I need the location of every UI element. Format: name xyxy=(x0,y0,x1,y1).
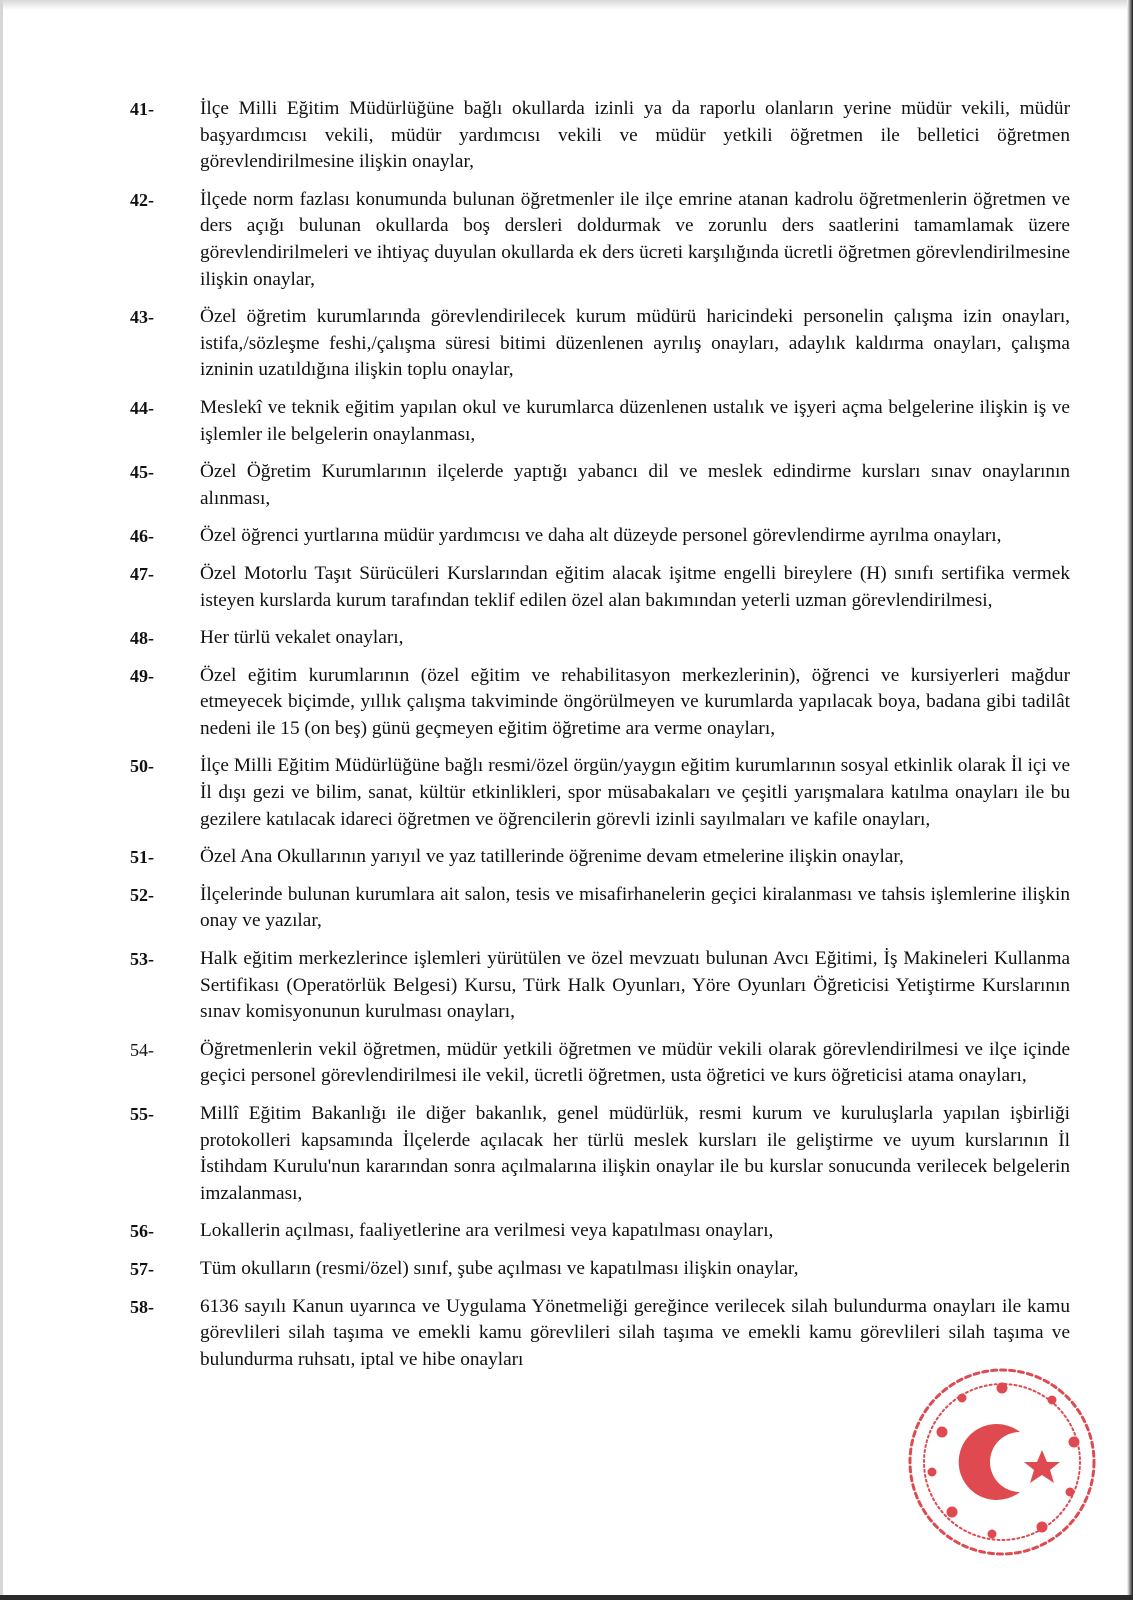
item-text: Özel eğitim kurumlarının (özel eğitim ve rehabilitasyon merkezlerinin), öğrenci ve kursiyerleri mağdur etmeyecek biçimde, yıllık çalışma takviminde öngörülmeyen ve kurumlarda yapılacak boya, badana gibi tadilât nedeni ile 15 (on beş) günü geçmeyen eğitim öğretime ara verme onayları, xyxy=(200,664,1070,739)
item-text: Meslekî ve teknik eğitim yapılan okul ve kurumlarca düzenlenen ustalık ve işyeri açma belgelerine ilişkin iş ve işlemler ile belgelerin onaylanması, xyxy=(200,396,1070,445)
item-number: 41- xyxy=(130,99,154,119)
list-item xyxy=(130,1037,1070,1090)
item-text: Özel Motorlu Taşıt Sürücüleri Kurslarından eğitim alacak işitme engelli bireylere (H) sınıfı sertifika vermek isteyen kurslarda kurum tarafından teklif edilen özel alan bakımından yeterli uzman görevlendirilmesi, xyxy=(200,562,1070,611)
list-item xyxy=(130,753,1070,833)
item-text: İlçelerinde bulunan kurumlara ait salon, tesis ve misafirhanelerin geçici kiralanması ve tahsis işlemlerine ilişkin onay ve yazılar, xyxy=(200,883,1070,932)
item-number: 47- xyxy=(130,563,154,584)
item-number: 46- xyxy=(130,526,154,547)
item-text: Özel Ana Okullarının yarıyıl ve yaz tatillerinde öğrenime devam etmelerine ilişkin onaylar, xyxy=(200,846,904,868)
item-number: 45- xyxy=(130,462,154,483)
item-text: İlçede norm fazlası konumunda bulunan öğretmenler ile ilçe emrine atanan kadrolu öğretmenlerin öğretmen ve ders açığı bulunan okullarda boş dersleri doldurmak ve zorunlu ders saatlerini tamamlamak üzere görevlendirilmeleri ve ihtiyaç duyulan okullarda ek ders ücreti karşılığında ücretli öğretmen görevlendirilmesine ilişkin onaylar, xyxy=(200,188,1070,290)
official-seal-icon xyxy=(902,1362,1102,1562)
item-text: Özel öğretim kurumlarında görevlendirilecek kurum müdürü haricindeki personelin çalışma izin onayları, istifa,/sözleşme feshi,/çalışma süresi bitimi düzenlenen ayrılış onayları, adaylık kaldırma onayları, çalışma izninin uzatıldığına ilişkin toplu onaylar, xyxy=(200,306,1070,381)
item-text: Lokallerin açılması, faaliyetlerine ara verilmesi veya kapatılması onayları, xyxy=(200,1220,774,1242)
item-number: 53- xyxy=(130,949,154,970)
item-text: Öğretmenlerin vekil öğretmen, müdür yetkili öğretmen ve müdür vekili olarak görevlendirilmesi ve ilçe içinde geçici personel görevlendirilmesi ile vekil, ücretli öğretmen, usta öğretici ve kurs öğreticisi atama onayları, xyxy=(200,1038,1070,1087)
list-item xyxy=(130,561,1070,614)
list-item xyxy=(130,1101,1070,1207)
item-text: Her türlü vekalet onayları, xyxy=(200,627,404,649)
list-item xyxy=(130,844,1070,871)
list-item xyxy=(130,459,1070,512)
scan-edge-top xyxy=(0,0,1133,10)
list-item xyxy=(130,96,1070,176)
item-number: 58- xyxy=(130,1296,154,1317)
list-item xyxy=(130,1256,1070,1283)
item-number: 42- xyxy=(130,189,154,210)
item-number: 57- xyxy=(130,1258,154,1279)
scan-edge-left xyxy=(0,0,3,1600)
item-text: İlçe Milli Eğitim Müdürlüğüne bağlı okullarda izinli ya da raporlu olanların yerine müdür vekili, müdür başyardımcısı vekili, müdür yardımcısı vekili ve müdür yetkili öğretmen ile belletici öğretmen görevlendirilmesine ilişkin onaylar, xyxy=(200,98,1070,173)
list-item xyxy=(130,1218,1070,1245)
item-text: Tüm okulların (resmi/özel) sınıf, şube açılması ve kapatılması ilişkin onaylar, xyxy=(200,1257,799,1279)
list-item xyxy=(130,663,1070,743)
authority-list xyxy=(130,96,1070,1384)
item-text: İlçe Milli Eğitim Müdürlüğüne bağlı resmi/özel örgün/yaygın eğitim kurumlarının sosyal etkinlik olarak İl içi ve İl dışı gezi ve bilim, sanat, kültür etkinlikleri, spor müsabakaları ve çeşitli yarışmalara katılma onayları ile bu gezilere katılacak idareci öğretmen ve öğrencilerin görevli izinli sayılmaları ve kafile onayları, xyxy=(200,755,1070,830)
list-item xyxy=(130,523,1070,550)
scan-edge-bottom xyxy=(0,1595,1133,1600)
list-item xyxy=(130,304,1070,384)
item-number: 49- xyxy=(130,665,154,686)
list-item xyxy=(130,625,1070,652)
item-number: 50- xyxy=(130,756,154,777)
item-text: Özel öğrenci yurtlarına müdür yardımcısı ve daha alt düzeyde personel görevlendirme ayrılma onayları, xyxy=(200,525,1002,547)
item-text: Millî Eğitim Bakanlığı ile diğer bakanlık, genel müdürlük, resmi kurum ve kuruluşlarla yapılan işbirliği protokolleri kapsamında İlçelerde açılacak her türlü meslek kursları ile geliştirme ve uyum kurslarının İl İstihdam Kurulu'nun kararından sonra açılmalarına ilişkin onaylar ile bu kurslar sonucunda verilecek belgelerin imzalanması, xyxy=(200,1103,1070,1204)
list-item xyxy=(130,395,1070,448)
item-text: 6136 sayılı Kanun uyarınca ve Uygulama Yönetmeliği gereğince verilecek silah bulundurma onayları ile kamu görevlileri silah taşıma ve emekli kamu görevlileri silah taşıma ve emekli kamu görevlileri silah taşıma ve bulundurma ruhsatı, iptal ve hibe onayları xyxy=(200,1295,1070,1370)
item-number: 44- xyxy=(130,397,154,418)
item-number: 48- xyxy=(130,628,154,649)
list-item xyxy=(130,1294,1070,1374)
item-number: 43- xyxy=(130,307,154,328)
item-text: Özel Öğretim Kurumlarının ilçelerde yaptığı yabancı dil ve meslek edindirme kursları sınav onaylarının alınması, xyxy=(200,461,1070,509)
scan-edge-right xyxy=(1127,0,1133,1600)
item-number: 56- xyxy=(130,1221,154,1242)
item-number: 52- xyxy=(130,884,154,905)
list-item xyxy=(130,882,1070,935)
item-number: 54- xyxy=(130,1039,154,1060)
list-item xyxy=(130,187,1070,293)
list-item xyxy=(130,946,1070,1026)
item-number: 55- xyxy=(130,1104,154,1124)
item-number: 51- xyxy=(130,847,154,868)
item-text: Halk eğitim merkezlerince işlemleri yürütülen ve özel mevzuatı bulunan Avcı Eğitimi, İş Makineleri Kullanma Sertifikası (Operatörlük Belgesi) Kursu, Türk Halk Oyunları, Yöre Oyunları Öğreticisi Yetiştirme Kurslarının sınav komisyonunun kurulması onayları, xyxy=(200,948,1070,1023)
